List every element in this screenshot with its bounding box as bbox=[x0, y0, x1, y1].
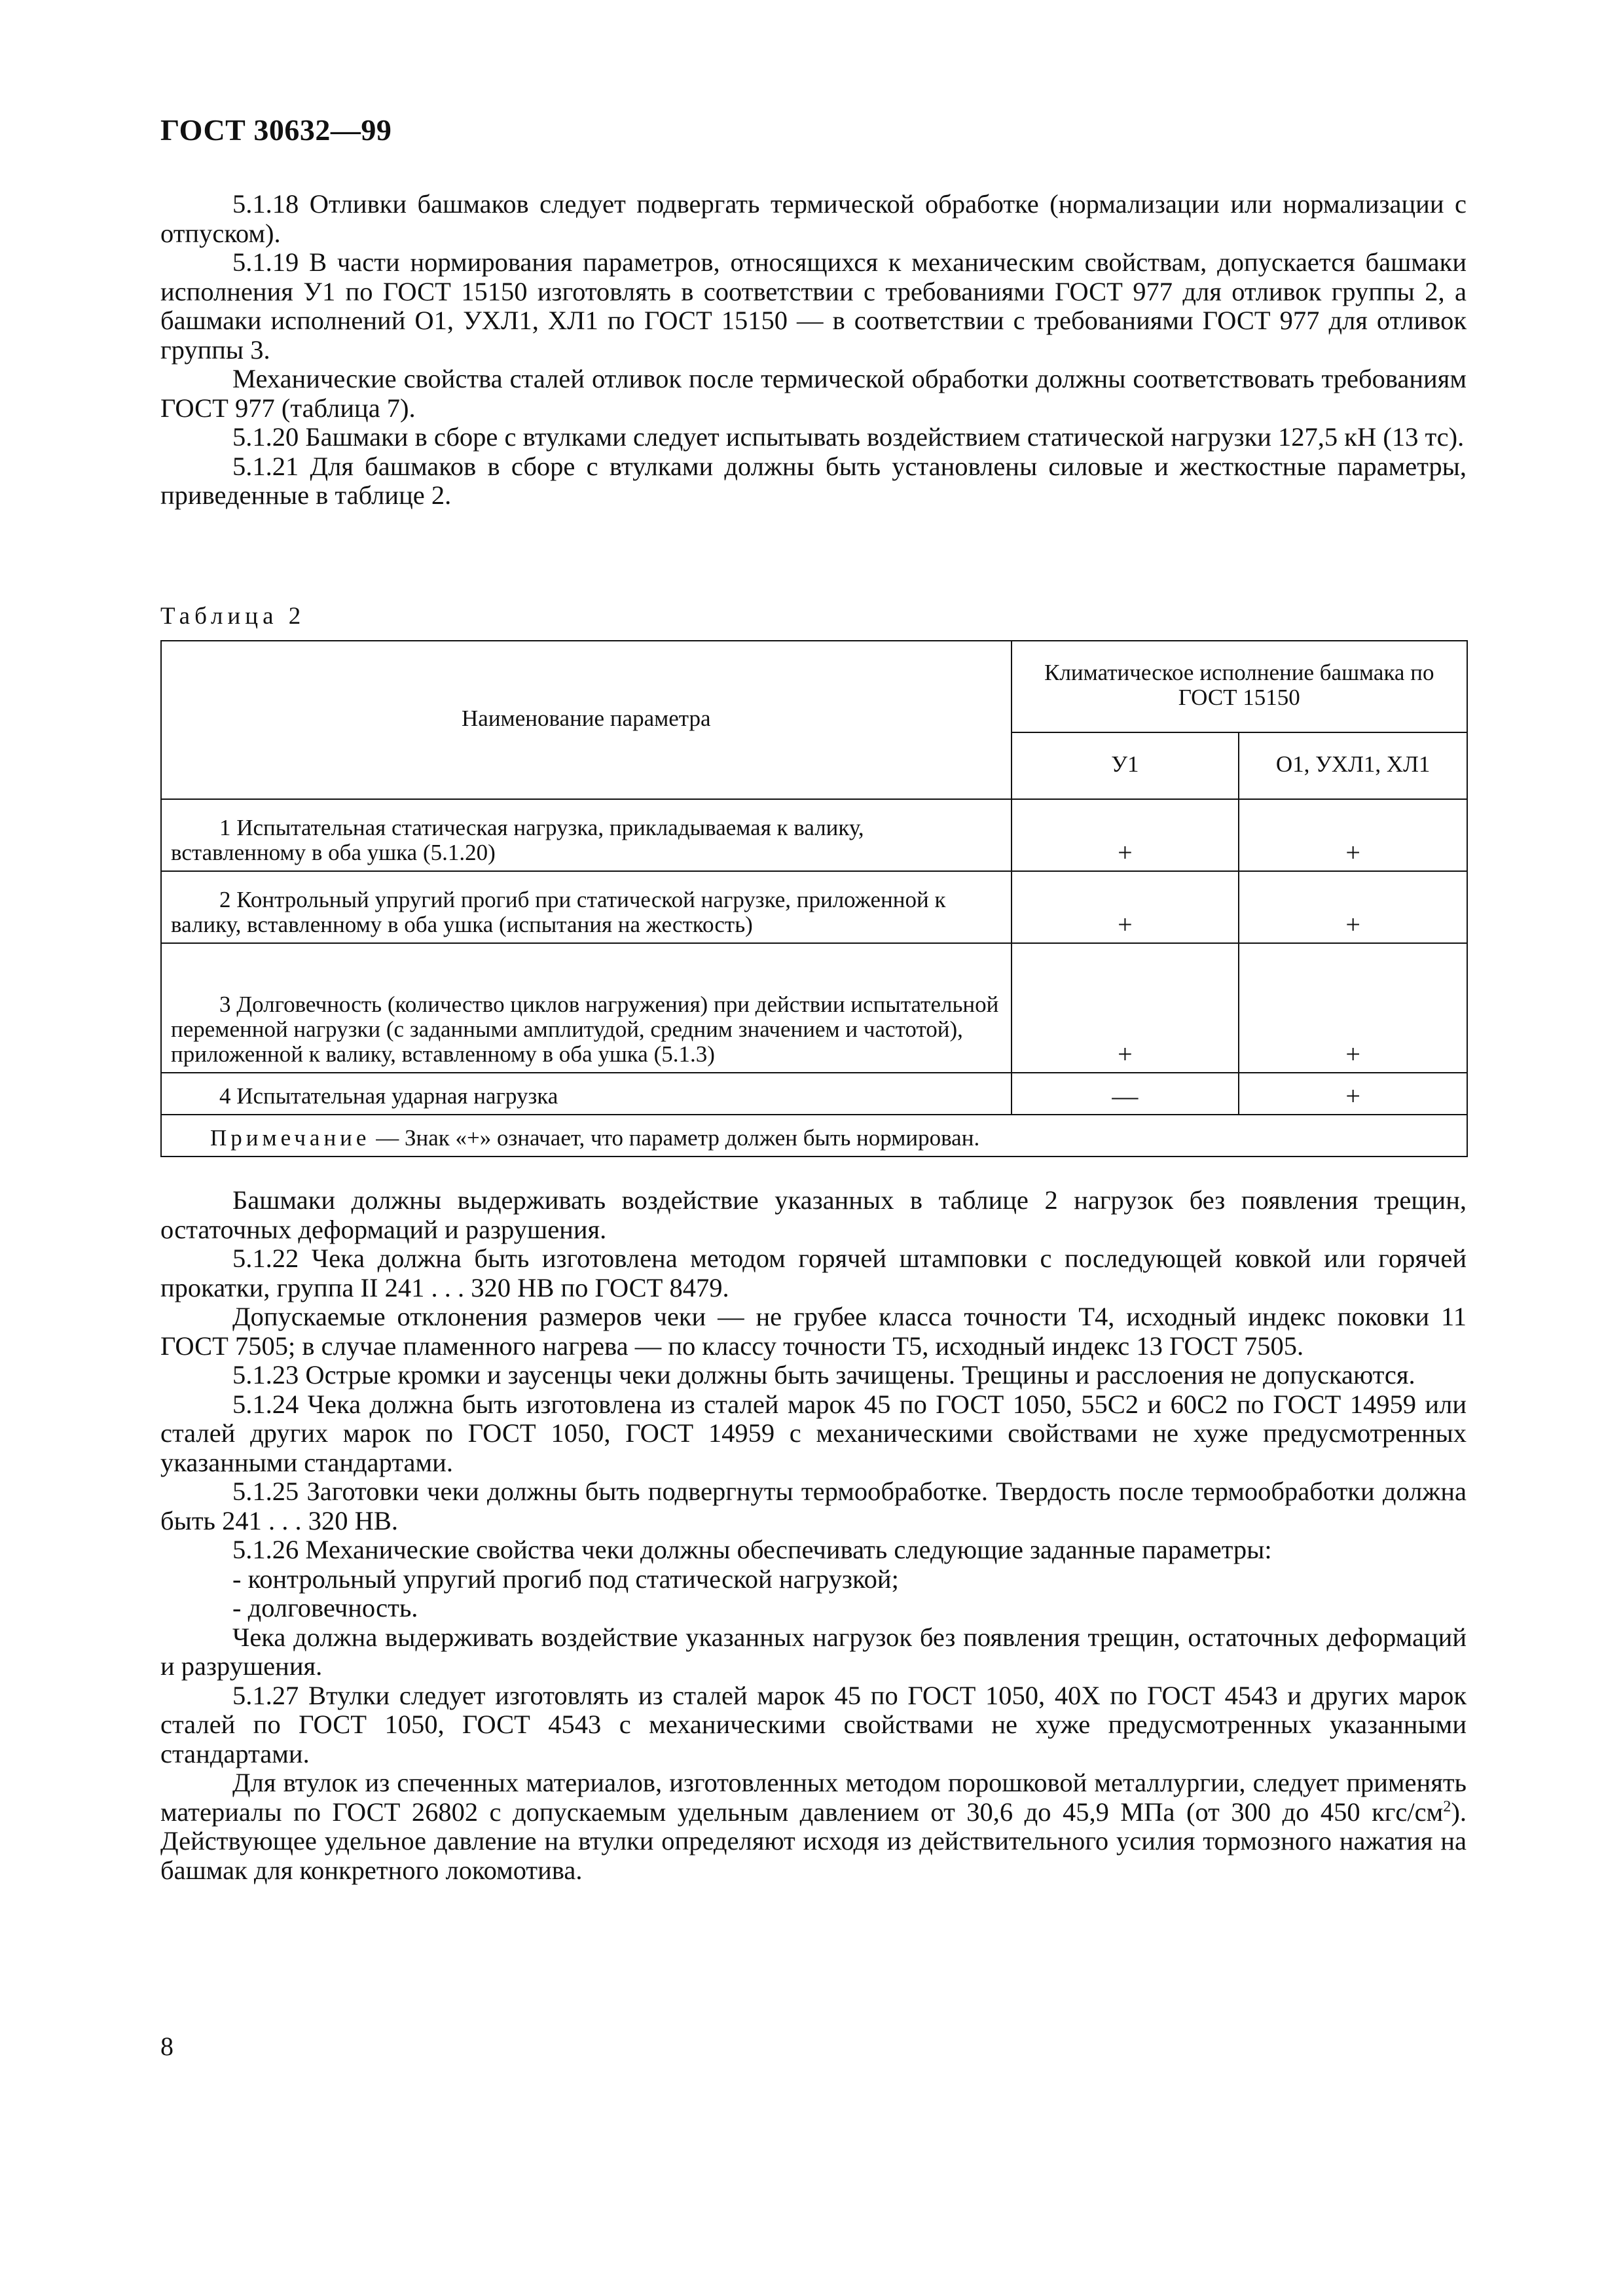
parameters-table bbox=[160, 640, 1468, 1157]
paragraph-5-1-24: 5.1.24 Чека должна быть изготовлена из сталей марок 45 по ГОСТ 1050, 55С2 и 60С2 по ГОСТ 14959 или сталей других марок по ГОСТ 1050, ГОСТ 14959 с механическими свойствами не хуже предусмотренных указанными стандартами. bbox=[160, 1389, 1467, 1477]
paragraph-5-1-19: 5.1.19 В части нормирования параметров, относящихся к механическим свойствам, допускается башмаки исполнения У1 по ГОСТ 15150 изготовлять в соответствии с требованиями ГОСТ 977 для отливок группы 2, а башмаки исполнений О1, УХЛ1, ХЛ1 по ГОСТ 15150 — в соответствии с требованиями ГОСТ 977 для отливок группы 3. bbox=[160, 247, 1467, 365]
list-item: - долговечность. bbox=[232, 1593, 418, 1623]
note-label: Примечание bbox=[210, 1125, 371, 1151]
row-other-value: + bbox=[1239, 943, 1467, 1073]
paragraph-5-1-23: 5.1.23 Острые кромки и заусенцы чеки должны быть зачищены. Трещины и расслоения не допускаются. bbox=[232, 1360, 1415, 1390]
header-o1-uhl1-hl1: О1, УХЛ1, ХЛ1 bbox=[1239, 732, 1467, 799]
document-header: ГОСТ 30632—99 bbox=[160, 113, 392, 147]
page-number: 8 bbox=[160, 2032, 173, 2061]
header-climatic-version: Климатическое исполнение башмака по ГОСТ 15150 bbox=[1012, 641, 1467, 732]
paragraph-5-1-26: 5.1.26 Механические свойства чеки должны обеспечивать следующие заданные параметры: bbox=[232, 1535, 1272, 1564]
row-parameter: 1 Испытательная статическая нагрузка, прикладываемая к валику, вставленному в оба ушка (5.1.20) bbox=[171, 815, 864, 865]
row-parameter: 3 Долговечность (количество циклов нагружения) при действии испытательной переменной нагрузки (с заданными амплитудой, средним значением и частотой), приложенной к валику, вставленному в оба ушка (5.1.3) bbox=[171, 992, 999, 1067]
body-text-bottom bbox=[160, 1186, 1467, 1885]
table-row bbox=[161, 871, 1467, 943]
row-other-value: + bbox=[1239, 1073, 1467, 1115]
paragraph-5-1-27: 5.1.27 Втулки следует изготовлять из сталей марок 45 по ГОСТ 1050, 40Х по ГОСТ 4543 и других марок сталей по ГОСТ 1050, ГОСТ 4543 с механическими свойствами не хуже предусмотренных указанными стандартами. bbox=[160, 1680, 1467, 1768]
paragraph-5-1-18: 5.1.18 Отливки башмаков следует подвергать термической обработке (нормализации или нормализации с отпуском). bbox=[160, 189, 1467, 248]
list-item: - контрольный упругий прогиб под статической нагрузкой; bbox=[232, 1564, 899, 1594]
table-row bbox=[161, 943, 1467, 1073]
table-caption: Таблица 2 bbox=[160, 603, 306, 630]
table-note-row bbox=[161, 1115, 1467, 1157]
row-parameter: 4 Испытательная ударная нагрузка bbox=[219, 1083, 558, 1109]
note-text: — Знак «+» означает, что параметр должен быть нормирован. bbox=[370, 1125, 980, 1151]
row-u1-value: + bbox=[1012, 871, 1239, 943]
paragraph-5-1-21: 5.1.21 Для башмаков в сборе с втулками должны быть установлены силовые и жесткостные параметры, приведенные в таблице 2. bbox=[160, 451, 1467, 510]
table-row bbox=[161, 799, 1467, 871]
row-other-value: + bbox=[1239, 799, 1467, 871]
body-text-top bbox=[160, 190, 1467, 511]
sintered-text-b: ). Действующее удельное давление на втулки определяют исходя из действительного усилия тормозного нажатия на башмак для конкретного локомотива. bbox=[160, 1797, 1467, 1885]
row-parameter: 2 Контрольный упругий прогиб при статической нагрузке, приложенной к валику, вставленному в оба ушка (испытания на жесткость) bbox=[171, 887, 946, 937]
row-u1-value: — bbox=[1012, 1073, 1239, 1115]
paragraph-5-1-22: 5.1.22 Чека должна быть изготовлена методом горячей штамповки с последующей ковкой или горячей прокатки, группа II 241 . . . 320 НВ по ГОСТ 8479. bbox=[160, 1244, 1467, 1302]
paragraph-mechanical-properties: Механические свойства сталей отливок после термической обработки должны соответствовать требованиям ГОСТ 977 (таблица 7). bbox=[160, 364, 1467, 423]
table-row bbox=[161, 1073, 1467, 1115]
paragraph-5-1-20: 5.1.20 Башмаки в сборе с втулками следует испытывать воздействием статической нагрузки 127,5 кН (13 тс). bbox=[232, 422, 1465, 452]
row-u1-value: + bbox=[1012, 943, 1239, 1073]
paragraph-sintered-materials bbox=[160, 1768, 1467, 1885]
table-note bbox=[161, 1115, 1467, 1157]
superscript-2: 2 bbox=[1443, 1797, 1451, 1815]
header-parameter-name: Наименование параметра bbox=[161, 641, 1012, 799]
paragraph-pin-loads: Чека должна выдерживать воздействие указанных нагрузок без появления трещин, остаточных деформаций и разрушения. bbox=[160, 1622, 1467, 1681]
header-u1: У1 bbox=[1012, 732, 1239, 799]
row-u1-value: + bbox=[1012, 799, 1239, 871]
paragraph-tolerances: Допускаемые отклонения размеров чеки — не грубее класса точности Т4, исходный индекс поковки 11 ГОСТ 7505; в случае пламенного нагрева — по классу точности Т5, исходный индекс 13 ГОСТ 7505. bbox=[160, 1302, 1467, 1361]
row-other-value: + bbox=[1239, 871, 1467, 943]
paragraph-loads: Башмаки должны выдерживать воздействие указанных в таблице 2 нагрузок без появления трещин, остаточных деформаций и разрушения. bbox=[160, 1185, 1467, 1244]
paragraph-5-1-25: 5.1.25 Заготовки чеки должны быть подвергнуты термообработке. Твердость после термообработки должна быть 241 . . . 320 НВ. bbox=[160, 1477, 1467, 1535]
sintered-text-a: Для втулок из спеченных материалов, изготовленных методом порошковой металлургии, следует применять материалы по ГОСТ 26802 с допускаемым удельным давлением от 30,6 до 45,9 МПа (от 300 до 450 кгс/см bbox=[160, 1768, 1467, 1827]
